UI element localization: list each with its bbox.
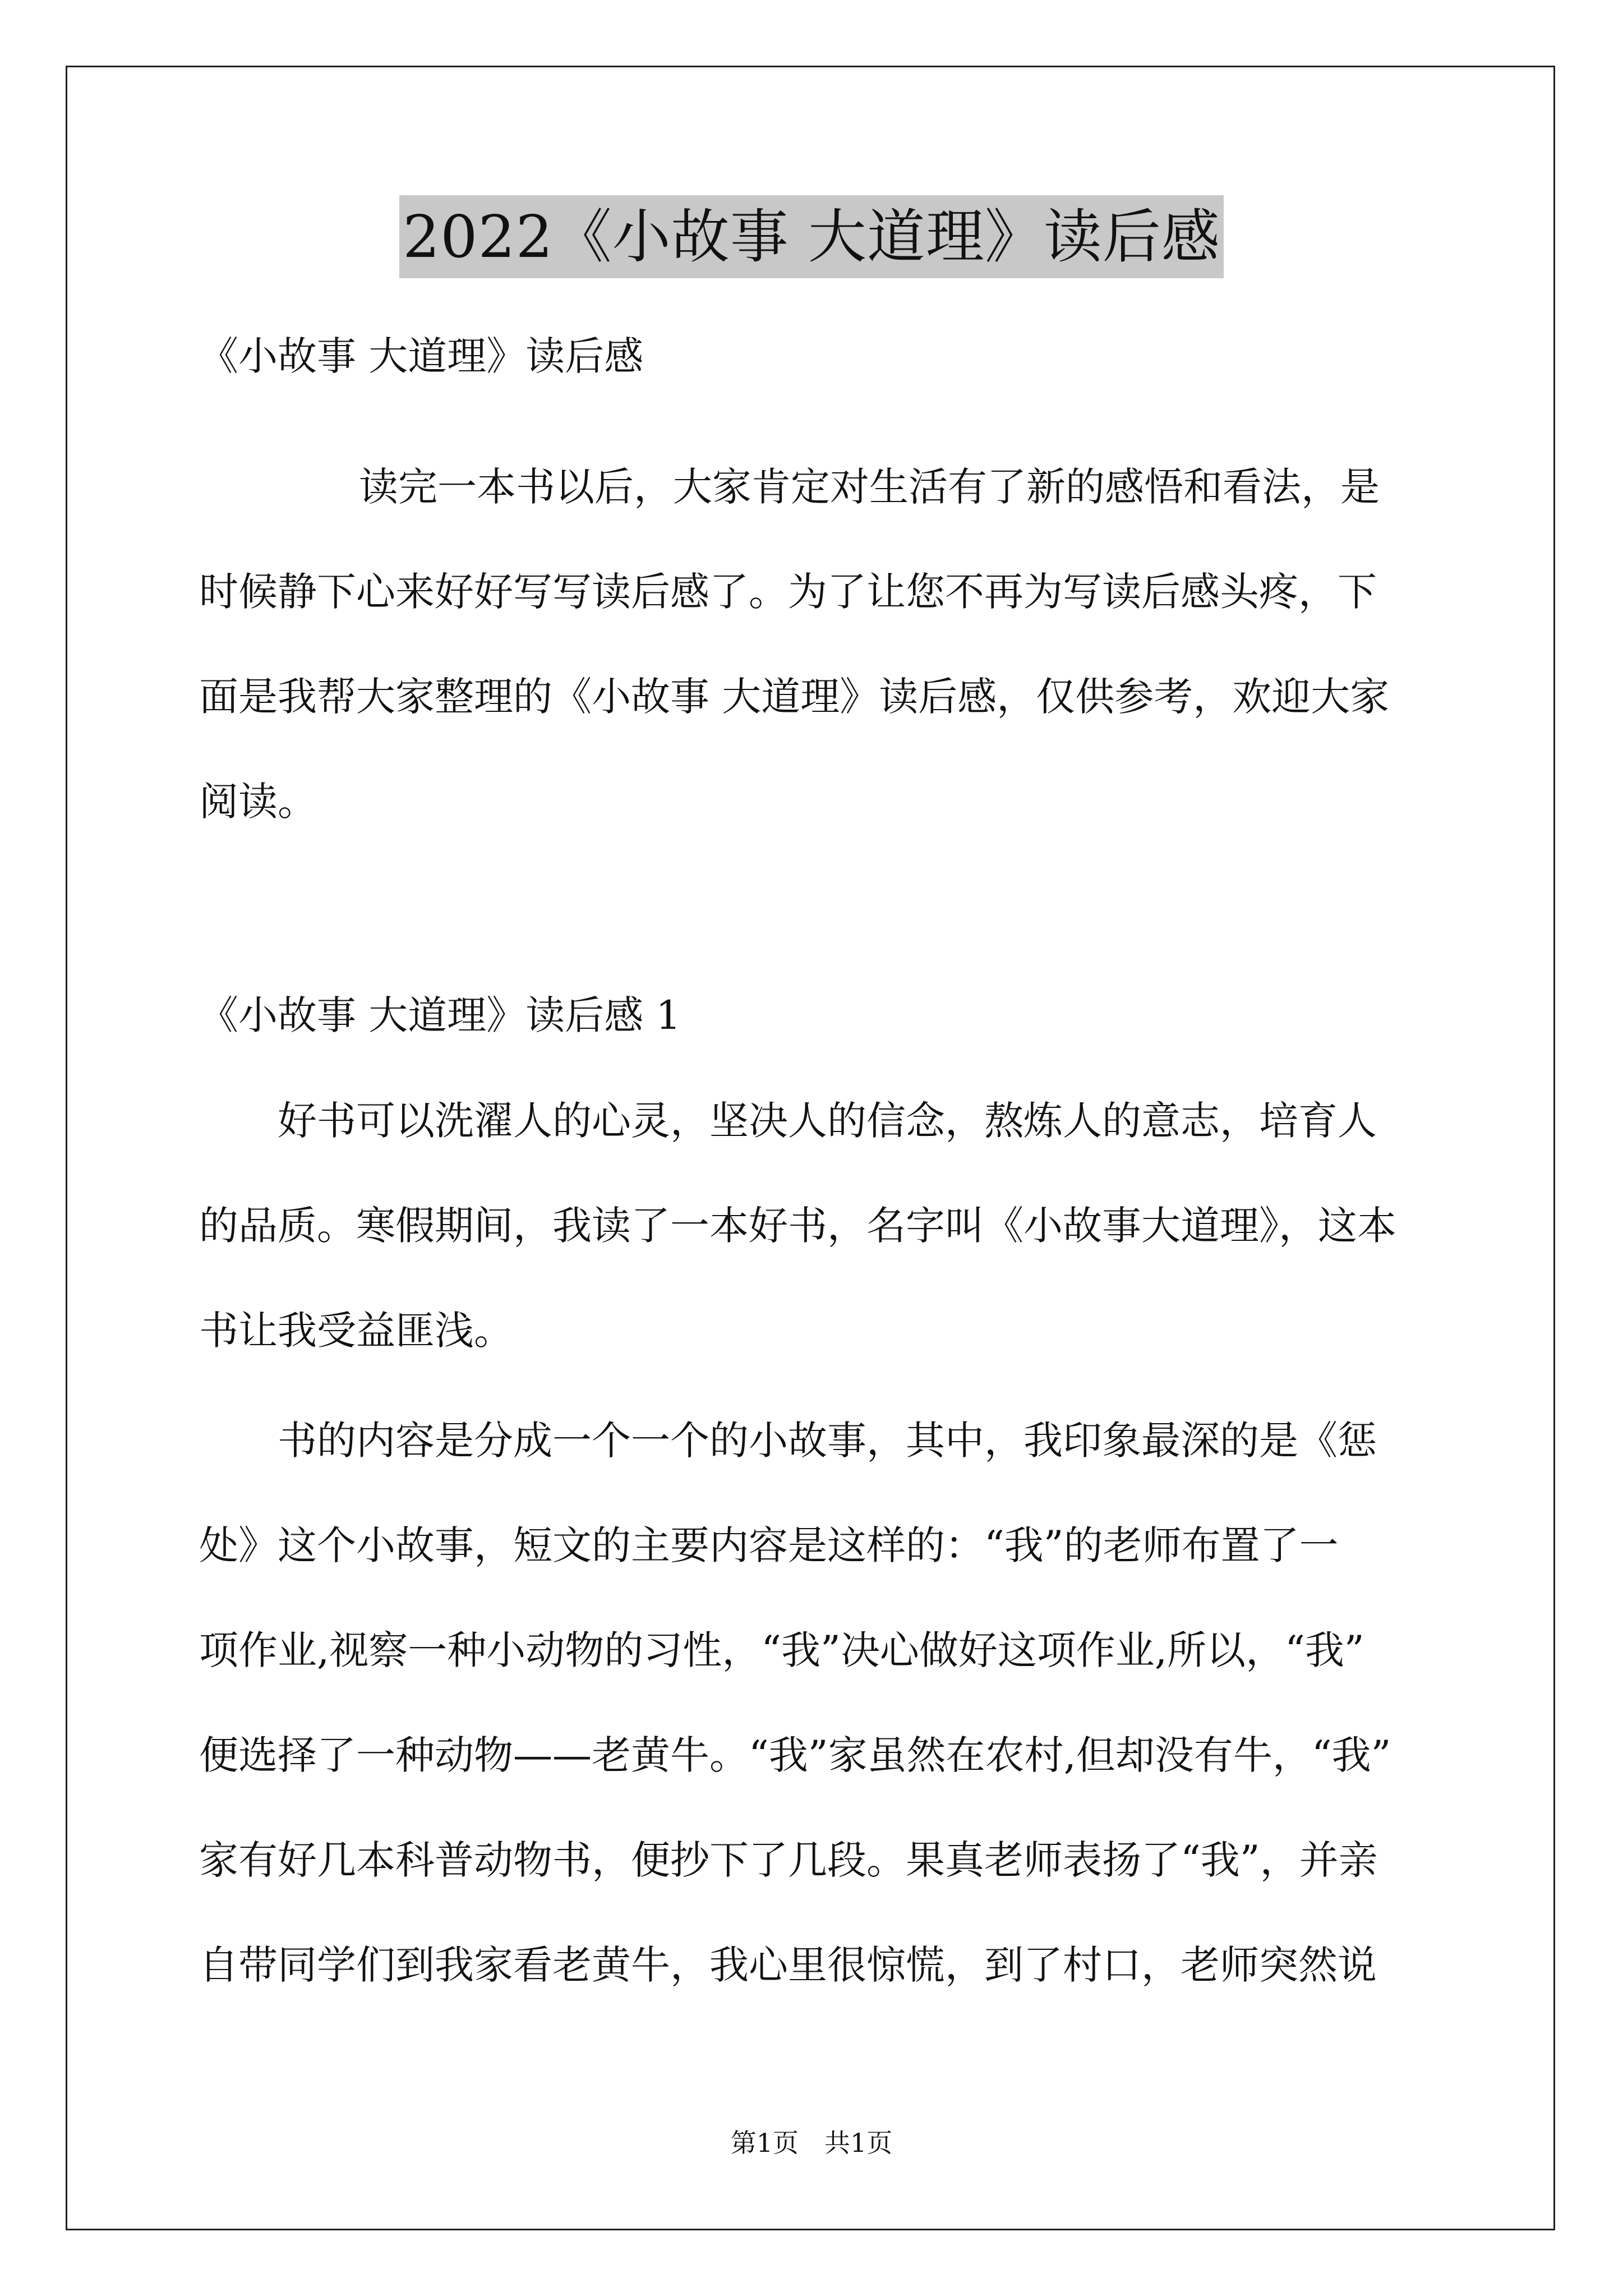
section-heading: 《小故事 大道理》读后感 1 [199,992,681,1038]
document-title: 2022《小故事 大道理》读后感 [399,195,1224,278]
paragraph-line: 便选择了一种动物——老黄牛。“我”家虽然在农村,但却没有牛，“我” [199,1732,1391,1778]
intro-line: 阅读。 [199,779,317,825]
intro-line: 读完一本书以后，大家肯定对生活有了新的感悟和看法，是 [359,464,1380,510]
paragraph-line: 书的内容是分成一个一个的小故事，其中，我印象最深的是《惩 [278,1418,1377,1464]
paragraph-line: 书让我受益匪浅。 [199,1308,513,1354]
title-container [0,195,1623,278]
paragraph-line: 项作业,视察一种小动物的习性，“我”决心做好这项作业,所以，“我” [199,1627,1364,1673]
subtitle: 《小故事 大道理》读后感 [199,333,644,379]
page-footer: 第1页 共1页 [730,2128,893,2158]
paragraph-line: 好书可以洗濯人的心灵，坚决人的信念，熬炼人的意志，培育人 [278,1098,1377,1144]
paragraph-line: 的品质。寒假期间，我读了一本好书，名字叫《小故事大道理》，这本 [199,1203,1396,1249]
paragraph-line: 自带同学们到我家看老黄牛，我心里很惊慌，到了村口，老师突然说 [199,1942,1377,1988]
intro-line: 面是我帮大家整理的《小故事 大道理》读后感，仅供参考，欢迎大家 [199,674,1390,720]
paragraph-line: 家有好几本科普动物书，便抄下了几段。果真老师表扬了“我”，并亲 [199,1837,1378,1883]
intro-line: 时候静下心来好好写写读后感了。为了让您不再为写读后感头疼，下 [199,569,1377,615]
paragraph-line: 处》这个小故事，短文的主要内容是这样的：“我”的老师布置了一 [199,1522,1339,1568]
